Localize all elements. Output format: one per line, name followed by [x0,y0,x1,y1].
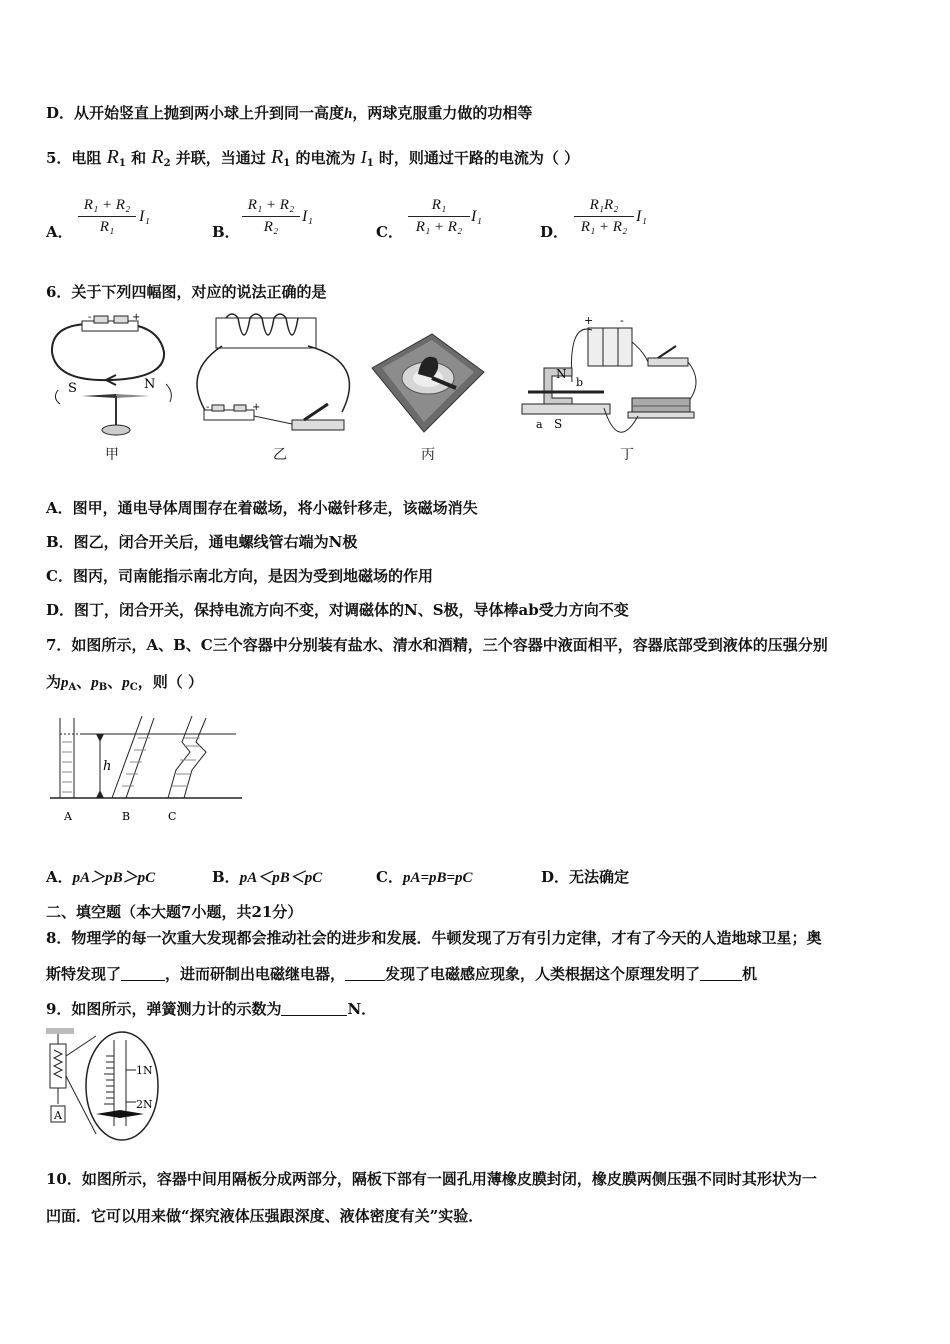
yi-plus: + [252,402,261,413]
q10-line1: 10．如图所示，容器中间用隔板分成两部分，隔板下部有一圆孔用薄橡皮膜封闭，橡皮膜两侧压强不同时其形状为一 [46,1170,817,1188]
q7-option-d: D．无法确定 [541,868,630,886]
q9-scale-1n: 1N [136,1064,153,1077]
q7-label-a: A [64,810,72,823]
q6-option-a: A．图甲，通电导体周围存在着磁场，将小磁针移走，该磁场消失 [46,499,478,517]
ding-plus: + [584,314,594,327]
q10-line2: 凹面．它可以用来做“探究液体压强跟深度、液体密度有关”实验． [46,1207,484,1225]
q6-figure-yi [192,312,357,442]
q6-figure-ding [508,312,708,447]
q5-option-b-label: B． [212,223,240,241]
q6-figure-bing [368,328,486,436]
q6-caption-yi: 乙 [273,447,287,463]
q9-figure-spring-scale [44,1026,164,1146]
section-heading: 二、填空题（本大题7小题，共21分） [46,903,303,921]
q5-option-a-current: I₁ [139,208,150,225]
ding-n: N [556,367,567,381]
q7-label-c: C [168,810,177,823]
q7-option-a: A．pA＞pB＞pC [46,868,156,886]
q7-label-b: B [122,810,131,823]
jia-plus: + [132,312,141,323]
q6-option-c: C．图丙，司南能指示南北方向，是因为受到地磁场的作用 [46,567,433,585]
q5-option-b-current: I₁ [302,208,313,225]
q6-figure-jia [46,312,176,442]
q5-option-a-fraction: R₁ + R₂ R₁ [78,197,136,236]
jia-n: N [144,377,156,392]
q7-figure-containers [50,712,245,824]
q7-stem-line2: 为$p_A$、$p_B$、$p_C$，则（ ） [46,673,203,693]
q8-line1: 8．物理学的每一次重大发现都会推动社会的进步和发展．牛顿发现了万有引力定律，才有了今天的人造地球卫星；奥 [46,929,822,947]
jia-minus: - [88,312,92,323]
q9-blank[interactable] [281,1001,347,1016]
q4-option-d: D．从开始竖直上抛到两小球上升到同一高度h，两球克服重力做的功相等 [46,104,533,122]
q9-weight-label: A [54,1109,62,1122]
q5-option-d-current: I₁ [636,208,647,225]
q6-stem: 6．关于下列四幅图，对应的说法正确的是 [46,283,327,301]
q7-stem-line1: 7．如图所示，A、B、C三个容器中分别装有盐水、清水和酒精，三个容器中液面相平，容器底部受到液体的压强分别 [46,636,828,654]
q7-option-c: C．pA=pB=pC [376,868,473,886]
ding-b: b [576,376,584,389]
q8-line2: 斯特发现了 ，进而研制出电磁继电器， 发现了电磁感应现象，人类根据这个原理发明了 机 [46,965,758,983]
q6-caption-jia: 甲 [105,447,119,463]
q7-option-b: B．pA＜pB＜pC [212,868,323,886]
q8-blank-1[interactable] [121,966,165,981]
q9-stem: 9．如图所示，弹簧测力计的示数为 N． [46,1000,377,1018]
q5-option-b-fraction: R₁ + R₂ R₂ [242,197,300,236]
q8-blank-2[interactable] [345,966,385,981]
q5-option-d-label: D． [540,223,569,241]
q8-blank-3[interactable] [700,966,742,981]
q5-option-d-fraction: R₁R₂ R₁ + R₂ [574,197,634,236]
q6-option-b: B．图乙，闭合开关后，通电螺线管右端为N极 [46,533,358,551]
q5-stem: 5．电阻 $R_1$ 和 $R_2$ 并联，当通过 $R_1$ 的电流为 $I_1$ 时，则通过干路的电流为（ ） [46,146,580,169]
q5-option-c-fraction: R₁ R₁ + R₂ [408,197,470,236]
jia-s: S [68,381,77,396]
ding-minus: - [620,314,624,327]
yi-minus: - [206,402,210,413]
q5-option-c-current: I₁ [471,208,482,225]
q6-caption-bing: 丙 [421,447,435,463]
ding-s: S [554,417,563,431]
q5-option-c-label: C． [376,223,403,241]
q6-option-d: D．图丁，闭合开关，保持电流方向不变，对调磁体的N、S极，导体棒ab受力方向不变 [46,601,629,619]
q9-scale-2n: 2N [136,1098,153,1111]
q5-option-a-label: A． [46,223,73,241]
q6-caption-ding: 丁 [620,447,634,463]
q7-h-label: h [103,759,112,774]
ding-a: a [536,418,543,431]
